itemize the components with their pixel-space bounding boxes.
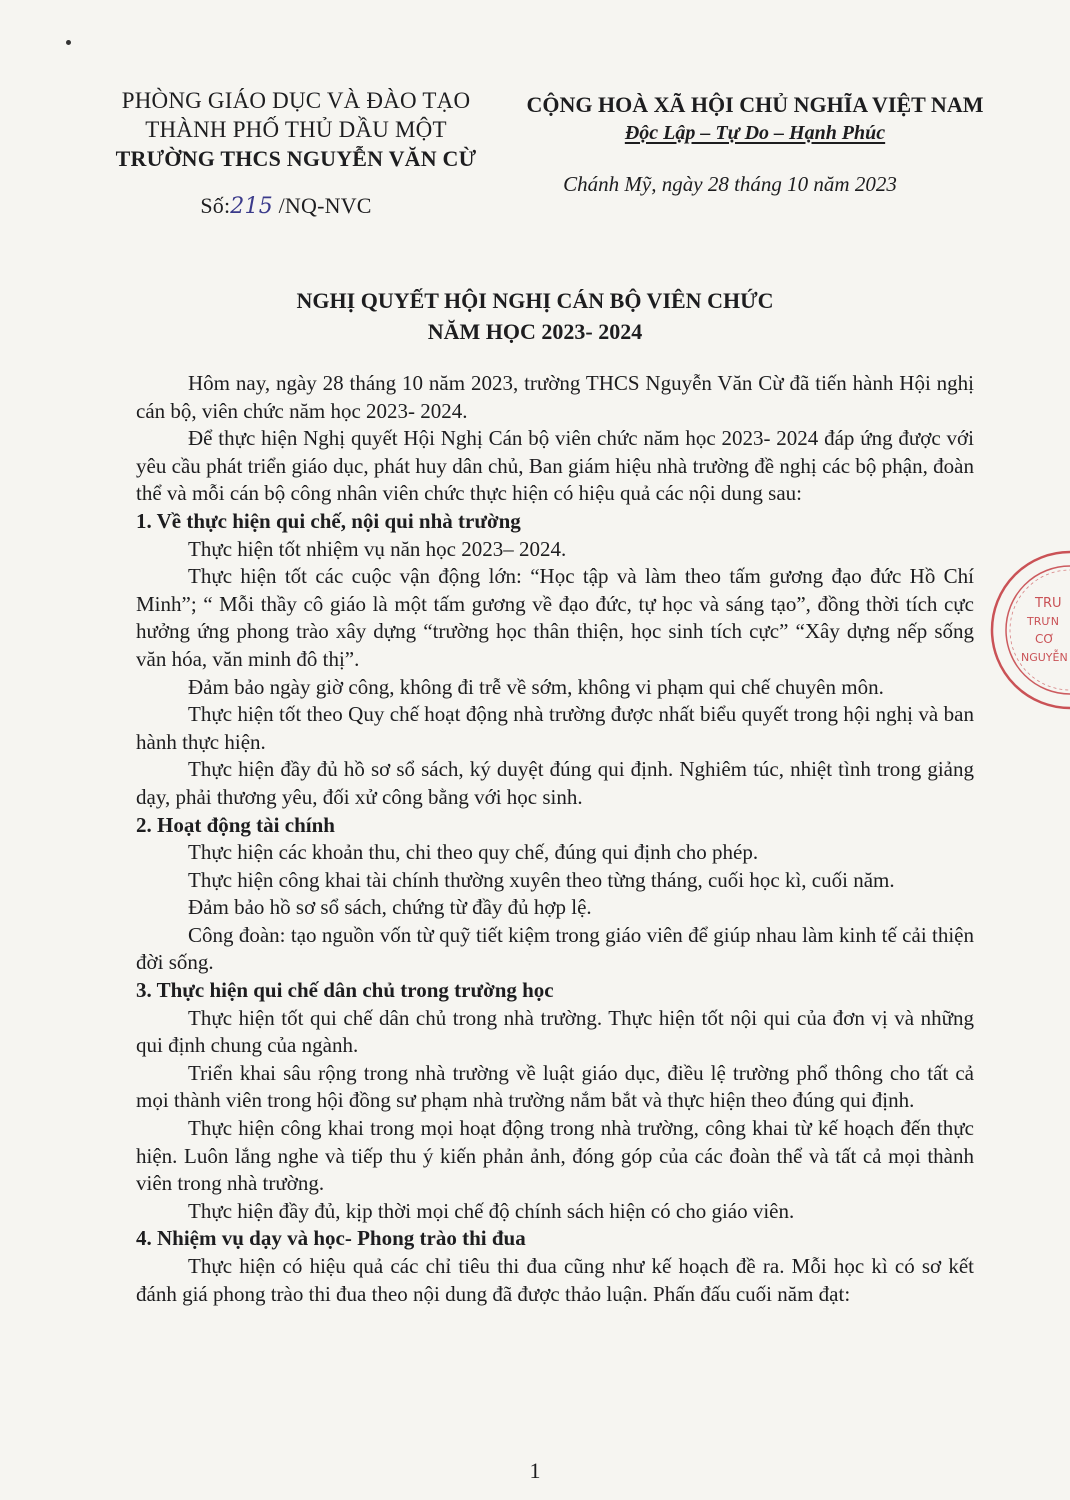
issuing-agency-block xyxy=(96,86,496,221)
national-heading-block xyxy=(505,90,1005,199)
section-paragraph: Thực hiện đầy đủ, kịp thời mọi chế độ chính sách hiện có cho giáo viên. xyxy=(188,1198,795,1223)
section-heading: 4. Nhiệm vụ dạy và học- Phong trào thi đua xyxy=(136,1226,526,1251)
national-motto: Độc Lập – Tự Do – Hạnh Phúc xyxy=(624,122,886,144)
section-paragraph: Thực hiện tốt qui chế dân chủ trong nhà trường. Thực hiện tốt nội qui của đơn vị và những qui định chung của ngành. xyxy=(136,1005,974,1058)
svg-text:TRƯN: TRƯN xyxy=(1027,615,1060,628)
agency-line-2: THÀNH PHỐ THỦ DẦU MỘT xyxy=(145,117,447,142)
number-prefix: Số: xyxy=(200,193,231,218)
section-paragraph: Đảm bảo hồ sơ sổ sách, chứng từ đầy đủ hợp lệ. xyxy=(188,895,592,920)
agency-line-1: PHÒNG GIÁO DỤC VÀ ĐÀO TẠO xyxy=(121,88,471,113)
document-date: Chánh Mỹ, ngày 28 tháng 10 năm 2023 xyxy=(563,172,897,196)
number-suffix: /NQ-NVC xyxy=(272,193,372,218)
section-paragraph: Thực hiện công khai tài chính thường xuyên theo từng tháng, cuối học kì, cuối năm. xyxy=(188,867,895,892)
svg-text:TRU: TRU xyxy=(1035,596,1062,611)
section-paragraph: Thực hiện đầy đủ hồ sơ sổ sách, ký duyệt đúng qui định. Nghiêm túc, nhiệt tình trong giảng dạy, phải thương yêu, đối xử công bằng với học sinh. xyxy=(136,757,974,809)
scan-speck xyxy=(66,40,71,45)
section-paragraph: Thực hiện tốt nhiệm vụ năn học 2023– 2024. xyxy=(188,536,567,561)
section-paragraph: Triển khai sâu rộng trong nhà trường về luật giáo dục, điều lệ trường phổ thông cho tất cả mọi thành viên trong hội đồng sư phạm nhà trường nắm bắt và thực hiện theo đúng qui định. xyxy=(136,1060,974,1113)
intro-paragraph: Để thực hiện Nghị quyết Hội Nghị Cán bộ viên chức năm học 2023- 2024 đáp ứng được với yêu cầu phát triển giáo dục, phát huy dân chủ, Ban giám hiệu nhà trường đề nghị các bộ phận, đoàn thể và mỗi cán bộ công nhân viên chức thực hiện có hiệu quả các nội dung sau: xyxy=(136,426,974,506)
document-body xyxy=(136,370,974,1308)
intro-paragraph: Hôm nay, ngày 28 tháng 10 năm 2023, trường THCS Nguyễn Văn Cừ đã tiến hành Hội nghị cán bộ, viên chức năm học 2023- 2024. xyxy=(136,371,974,423)
title-line-2: NĂM HỌC 2023- 2024 xyxy=(427,319,643,344)
section-heading: 3. Thực hiện qui chế dân chủ trong trường học xyxy=(136,978,554,1003)
section-paragraph: Thực hiện có hiệu quả các chỉ tiêu thi đua cũng như kế hoạch đề ra. Mỗi học kì có sơ kết đánh giá phong trào thi đua theo nội dung đã được thảo luận. Phấn đấu cuối năm đạt: xyxy=(136,1254,974,1306)
section-heading: 1. Về thực hiện qui chế, nội qui nhà trường xyxy=(136,508,521,533)
section-paragraph: Đảm bảo ngày giờ công, không đi trễ về sớm, không vi phạm qui chế chuyên môn. xyxy=(188,674,884,699)
title-line-1: NGHỊ QUYẾT HỘI NGHỊ CÁN BỘ VIÊN CHỨC xyxy=(296,288,774,313)
section-paragraph: Thực hiện tốt các cuộc vận động lớn: “Học tập và làm theo tấm gương đạo đức Hồ Chí Minh”; “ Mỗi thầy cô giáo là một tấm gương về đạo đức, tự học và sáng tạo”, đồng thời tích cực hưởng ứng phong trào xây dựng “trường học thân thiện, học sinh tích cực” “Xây dựng nếp sống văn hóa, văn minh đô thị”. xyxy=(136,564,974,671)
svg-text:CƠ: CƠ xyxy=(1035,632,1055,646)
section-paragraph: Thực hiện các khoản thu, chi theo quy chế, đúng qui định cho phép. xyxy=(188,840,759,865)
section-heading: 2. Hoạt động tài chính xyxy=(136,812,335,837)
svg-text:NGUYỄN: NGUYỄN xyxy=(1021,651,1068,664)
section-paragraph: Công đoàn: tạo nguồn vốn từ quỹ tiết kiệm trong giáo viên để giúp nhau làm kinh tế cải thiện đời sống. xyxy=(136,922,974,975)
handwritten-number: 215 xyxy=(230,194,273,219)
page-number: 1 xyxy=(529,1458,541,1483)
section-paragraph: Thực hiện tốt theo Quy chế hoạt động nhà trường được nhất biểu quyết trong hội nghị và ban hành thực hiện. xyxy=(136,702,974,754)
school-name: TRƯỜNG THCS NGUYỄN VĂN CỪ xyxy=(115,146,477,171)
country-name: CỘNG HOÀ XÃ HỘI CHỦ NGHĨA VIỆT NAM xyxy=(526,92,984,117)
section-paragraph: Thực hiện công khai trong mọi hoạt động trong nhà trường, công khai từ kế hoạch đến thực hiện. Luôn lắng nghe và tiếp thu ý kiến phản ảnh, đóng góp của các đoàn thể và tất cả mọi thành viên trong nhà trường. xyxy=(136,1116,974,1196)
school-seal-stamp xyxy=(985,545,1070,715)
document-title xyxy=(130,285,940,347)
document-number xyxy=(76,191,496,221)
